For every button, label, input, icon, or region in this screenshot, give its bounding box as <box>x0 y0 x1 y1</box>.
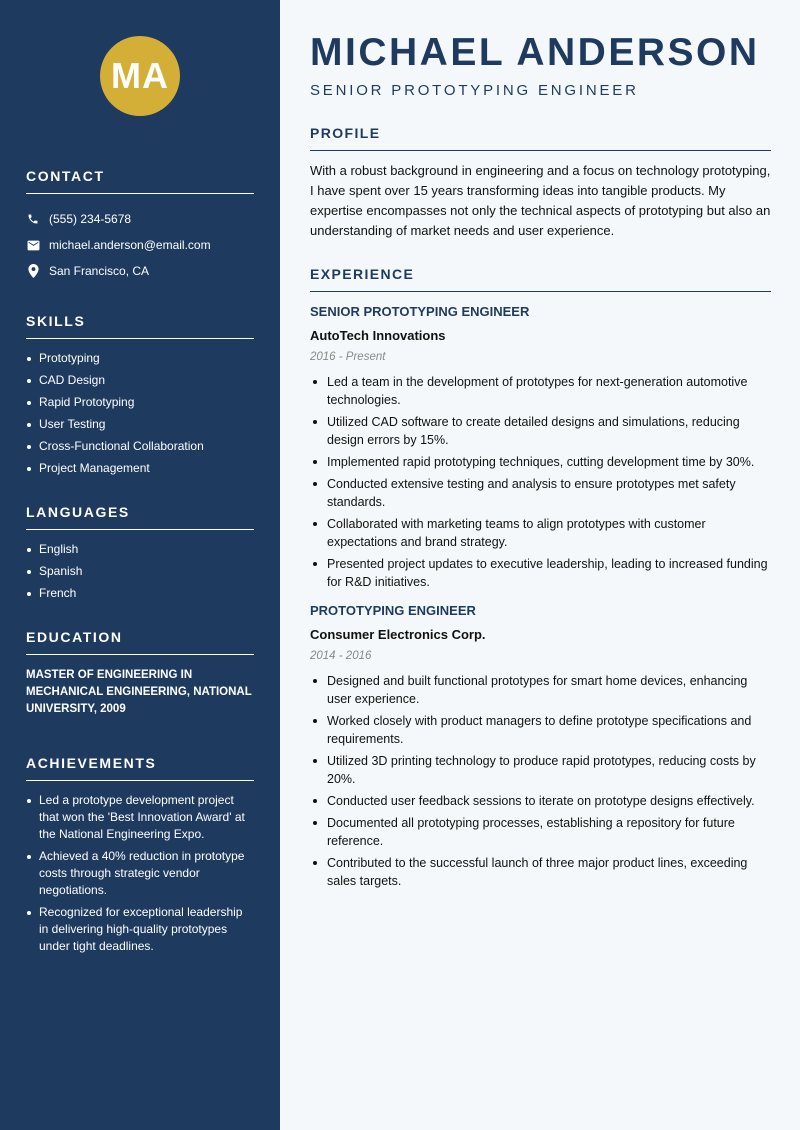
contact-list <box>26 206 254 284</box>
job-dates: 2014 - 2016 <box>310 650 372 662</box>
list-item: Conducted user feedback sessions to iterate on prototype designs effectively. <box>310 792 771 810</box>
languages-heading: LANGUAGES <box>26 504 254 530</box>
skills-list <box>26 350 254 477</box>
list-item: Utilized CAD software to create detailed designs and simulations, reducing design errors by 15%. <box>310 413 771 449</box>
job-company: Consumer Electronics Corp. <box>310 627 486 642</box>
contact-email <box>26 232 254 258</box>
achievement-item: Led a prototype development project that won the 'Best Innovation Award' at the National Engineering Expo. <box>26 792 254 843</box>
email-icon <box>26 238 40 252</box>
candidate-title: SENIOR PROTOTYPING ENGINEER <box>310 82 639 99</box>
location-text: San Francisco, CA <box>49 264 150 278</box>
education-degree: MASTER OF ENGINEERING IN MECHANICAL ENGINEERING, NATIONAL UNIVERSITY, 2009 <box>26 669 252 715</box>
job-responsibilities <box>310 672 771 890</box>
achievement-item: Achieved a 40% reduction in prototype costs through strategic vendor negotiations. <box>26 848 254 899</box>
job-entry <box>310 603 771 890</box>
skill-item: CAD Design <box>26 372 254 389</box>
skill-item: User Testing <box>26 416 254 433</box>
achievement-item: Recognized for exceptional leadership in delivering high-quality prototypes under tight deadlines. <box>26 904 254 955</box>
job-dates: 2016 - Present <box>310 351 386 363</box>
achievements-heading: ACHIEVEMENTS <box>26 755 254 781</box>
phone-text: (555) 234-5678 <box>49 212 132 226</box>
list-item: Led a team in the development of prototypes for next-generation automotive technologies. <box>310 373 771 409</box>
achievements-list <box>26 792 254 955</box>
contact-location <box>26 258 254 284</box>
list-item: Implemented rapid prototyping techniques, cutting development time by 30%. <box>310 453 771 471</box>
list-item: Documented all prototyping processes, establishing a repository for future reference. <box>310 814 771 850</box>
job-responsibilities <box>310 373 771 591</box>
sidebar <box>0 0 280 1130</box>
language-item: English <box>26 541 254 558</box>
experience-heading: EXPERIENCE <box>310 266 771 292</box>
languages-list <box>26 541 254 602</box>
location-pin-icon <box>26 264 40 278</box>
education-heading: EDUCATION <box>26 629 254 655</box>
skill-item: Project Management <box>26 460 254 477</box>
profile-text: With a robust background in engineering and a focus on technology prototyping, I have spent over 15 years transforming ideas into tangible products. My expertise encompasses not only the technical aspects of prototyping but also an understanding of market needs and user experience. <box>310 163 771 238</box>
job-title: SENIOR PROTOTYPING ENGINEER <box>310 304 530 319</box>
skill-item: Rapid Prototyping <box>26 394 254 411</box>
skill-item: Cross-Functional Collaboration <box>26 438 254 455</box>
language-item: Spanish <box>26 563 254 580</box>
list-item: Collaborated with marketing teams to align prototypes with customer expectations and brand strategy. <box>310 515 771 551</box>
job-title: PROTOTYPING ENGINEER <box>310 603 476 618</box>
languages-section <box>26 504 254 602</box>
skills-section <box>26 313 254 477</box>
skill-item: Prototyping <box>26 350 254 367</box>
experience-section <box>310 266 771 890</box>
list-item: Contributed to the successful launch of three major product lines, exceeding sales targets. <box>310 854 771 890</box>
contact-phone <box>26 206 254 232</box>
job-entry <box>310 304 771 591</box>
list-item: Worked closely with product managers to define prototype specifications and requirements. <box>310 712 771 748</box>
profile-heading: PROFILE <box>310 125 771 151</box>
email-text: michael.anderson@email.com <box>49 238 211 252</box>
list-item: Designed and built functional prototypes for smart home devices, enhancing user experience. <box>310 672 771 708</box>
contact-heading: CONTACT <box>26 168 254 194</box>
phone-icon <box>26 212 40 226</box>
candidate-name: MICHAEL ANDERSON <box>310 31 760 74</box>
achievements-section <box>26 755 254 955</box>
main-content <box>280 0 800 1130</box>
avatar <box>100 36 180 116</box>
avatar-initials: MA <box>111 55 169 96</box>
list-item: Presented project updates to executive leadership, leading to increased funding for R&D initiatives. <box>310 555 771 591</box>
profile-section <box>310 125 771 241</box>
contact-section <box>26 168 254 284</box>
education-section <box>26 629 254 718</box>
language-item: French <box>26 585 254 602</box>
job-company: AutoTech Innovations <box>310 328 446 343</box>
list-item: Utilized 3D printing technology to produce rapid prototypes, reducing costs by 20%. <box>310 752 771 788</box>
list-item: Conducted extensive testing and analysis to ensure prototypes met safety standards. <box>310 475 771 511</box>
skills-heading: SKILLS <box>26 313 254 339</box>
